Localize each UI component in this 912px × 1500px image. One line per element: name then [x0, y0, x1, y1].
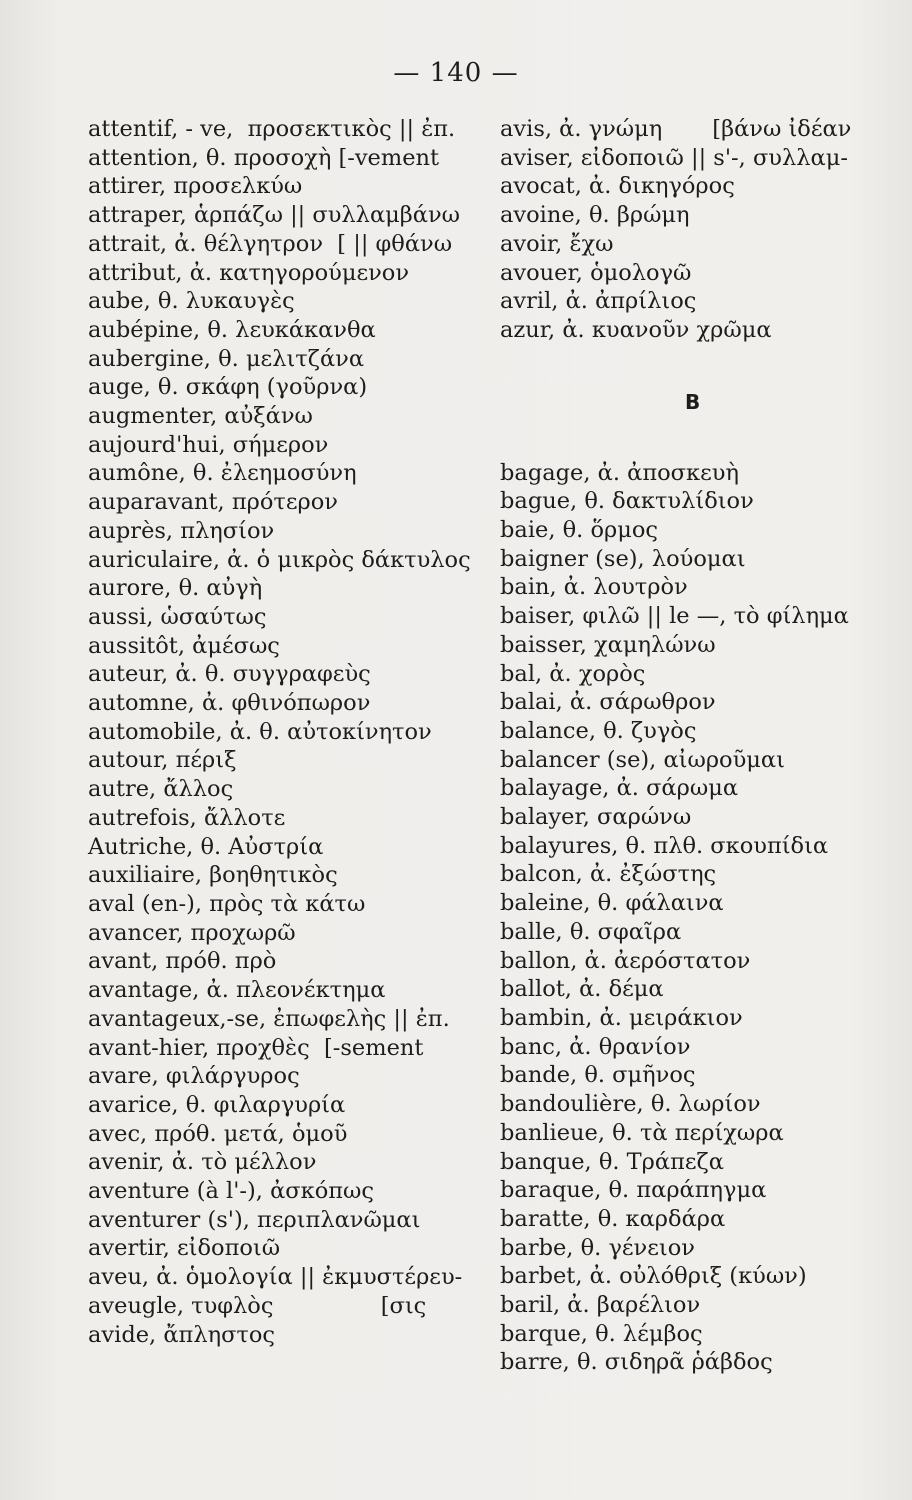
dictionary-entry: [88, 431, 488, 460]
dictionary-entry: [88, 144, 488, 173]
entry-text: avide, ἄπληστος: [88, 1321, 276, 1348]
dictionary-entry: [500, 259, 905, 288]
entry-text: bal, ἀ. χορὸς: [500, 660, 646, 687]
dictionary-entry: [500, 918, 905, 947]
dictionary-entry: [500, 602, 905, 631]
entry-text: avant, πρόθ. πρὸ: [88, 948, 277, 975]
entry-text: autre, ἄλλος: [88, 776, 234, 803]
entry-text: attraper, ἁρπάζω || συλλαμβάνω: [88, 202, 460, 229]
right-column: [500, 115, 905, 1377]
entry-text: aveugle, τυφλὸς [σις: [88, 1292, 427, 1319]
dictionary-entry: [500, 144, 905, 173]
dictionary-entry: [88, 833, 488, 862]
dictionary-entry: [500, 1262, 905, 1291]
dictionary-entry: [88, 1034, 488, 1063]
entry-text: avocat, ἀ. δικηγόρος: [500, 173, 735, 200]
dictionary-entry: [88, 172, 488, 201]
dictionary-entry: [88, 1062, 488, 1091]
entry-text: banc, ἀ. θρανίον: [500, 1033, 691, 1060]
entry-text: balayures, θ. πλθ. σκουπίδια: [500, 832, 829, 859]
dictionary-entry: [500, 975, 905, 1004]
dictionary-entry: [88, 1091, 488, 1120]
dictionary-entry: [500, 860, 905, 889]
dictionary-entry: [500, 201, 905, 230]
entry-text: auge, θ. σκάφη (γοῦρνα): [88, 374, 368, 401]
entry-text: bandoulière, θ. λωρίον: [500, 1091, 761, 1118]
entry-text: balayer, σαρώνω: [500, 804, 692, 831]
entry-text: bagage, ἀ. ἀποσκευὴ: [500, 459, 739, 486]
entry-text: aussi, ὡσαύτως: [88, 603, 267, 630]
entry-text: attribut, ἀ. κατηγορούμενον: [88, 259, 409, 286]
entry-text: ballot, ἀ. δέμα: [500, 976, 664, 1003]
dictionary-entry: [88, 689, 488, 718]
entry-text: bague, θ. δακτυλίδιον: [500, 488, 754, 515]
entry-text: avertir, εἰδοποιῶ: [88, 1235, 281, 1262]
entry-text: augmenter, αὐξάνω: [88, 403, 313, 430]
entry-text: barbet, ἀ. οὐλόθριξ (κύων): [500, 1263, 807, 1290]
dictionary-entry: [500, 832, 905, 861]
dictionary-entry: [500, 1090, 905, 1119]
entry-text: baril, ἀ. βαρέλιον: [500, 1292, 701, 1319]
dictionary-entry: [500, 516, 905, 545]
entry-text: auteur, ἀ. θ. συγγραφεὺς: [88, 661, 371, 688]
entry-text: autour, πέριξ: [88, 747, 237, 774]
dictionary-entry: [88, 402, 488, 431]
entry-text: avantageux,-se, ἐπωφελὴς || ἐπ.: [88, 1005, 450, 1032]
entry-text: avoir, ἔχω: [500, 230, 614, 257]
entry-text: avoine, θ. βρώμη: [500, 202, 690, 229]
entry-text: balai, ἀ. σάρωθρον: [500, 689, 716, 716]
dictionary-entry: [88, 1292, 488, 1321]
dictionary-entry: [500, 115, 905, 144]
entry-text: bambin, ἀ. μειράκιον: [500, 1004, 743, 1031]
entry-text: barbe, θ. γένειον: [500, 1234, 695, 1261]
page-number: — 140 —: [393, 58, 519, 88]
dictionary-entry: [500, 1148, 905, 1177]
entry-text: aventure (à l'-), ἀσκόπως: [88, 1178, 374, 1205]
entry-text: baigner (se), λούομαι: [500, 545, 746, 572]
entry-text: automne, ἀ. φθινόπωρον: [88, 690, 371, 717]
dictionary-entry: [500, 573, 905, 602]
section-letter-b: B: [685, 389, 701, 414]
dictionary-entry: [500, 1234, 905, 1263]
dictionary-entry: [88, 718, 488, 747]
dictionary-entry: [88, 947, 488, 976]
entry-text: auriculaire, ἀ. ὁ μικρὸς δάκτυλος: [88, 546, 471, 573]
entry-text: aviser, εἰδοποιῶ || s'-, συλλαμ-: [500, 144, 848, 171]
entry-text: balcon, ἀ. ἐξώστης: [500, 861, 717, 888]
dictionary-entry: [500, 1004, 905, 1033]
dictionary-entry: [500, 1205, 905, 1234]
entry-text: attrait, ἀ. θέλγητρον [ || φθάνω: [88, 230, 453, 257]
entry-text: avantage, ἀ. πλεονέκτημα: [88, 977, 386, 1004]
dictionary-entry: [88, 316, 488, 345]
dictionary-entry: [88, 919, 488, 948]
dictionary-entry: [88, 1206, 488, 1235]
entry-text: autrefois, ἄλλοτε: [88, 804, 286, 831]
entry-text: banlieue, θ. τὰ περίχωρα: [500, 1119, 784, 1146]
dictionary-entry: [500, 459, 905, 488]
dictionary-entry: [88, 890, 488, 919]
dictionary-entry: [500, 631, 905, 660]
entry-text: aurore, θ. αὐγὴ: [88, 575, 263, 602]
dictionary-entry: [88, 1005, 488, 1034]
entry-text: avril, ἀ. ἀπρίλιος: [500, 288, 697, 315]
dictionary-entry: [88, 115, 488, 144]
dictionary-entry: [88, 373, 488, 402]
dictionary-entry: [500, 774, 905, 803]
dictionary-entry: [500, 230, 905, 259]
entry-text: auxiliaire, βοηθητικὸς: [88, 862, 338, 889]
entry-text: avec, πρόθ. μετά, ὁμοῦ: [88, 1120, 348, 1147]
entry-text: baie, θ. ὅρμος: [500, 517, 659, 544]
dictionary-entry: [88, 1234, 488, 1263]
entry-text: avis, ἀ. γνώμη [βάνω ἰδέαν: [500, 116, 852, 142]
dictionary-entry: [500, 1348, 905, 1377]
right-column-a-entries: [500, 115, 905, 345]
dictionary-entry: [88, 1177, 488, 1206]
entry-text: auparavant, πρότερον: [88, 489, 338, 516]
entry-text: baratte, θ. καρδάρα: [500, 1205, 726, 1232]
dictionary-entry: [88, 775, 488, 804]
entry-text: baiser, φιλῶ || le —, τὸ φίλημα: [500, 603, 849, 630]
dictionary-entry: [500, 660, 905, 689]
dictionary-entry: [500, 746, 905, 775]
entry-text: barre, θ. σιδηρᾶ ῥάβδος: [500, 1349, 773, 1376]
entry-text: avouer, ὁμολογῶ: [500, 259, 692, 286]
dictionary-entry: [500, 545, 905, 574]
entry-text: balayage, ἀ. σάρωμα: [500, 775, 739, 802]
entry-text: balance, θ. ζυγὸς: [500, 717, 697, 744]
entry-text: balle, θ. σφαῖρα: [500, 918, 682, 945]
entry-text: barque, θ. λέμβος: [500, 1320, 703, 1347]
entry-text: Autriche, θ. Αὐστρία: [88, 833, 324, 860]
dictionary-entry: [500, 947, 905, 976]
dictionary-entry: [88, 632, 488, 661]
dictionary-entry: [88, 804, 488, 833]
entry-text: aumône, θ. ἐλεημοσύνη: [88, 460, 357, 487]
dictionary-entry: [500, 717, 905, 746]
dictionary-entry: [88, 1148, 488, 1177]
dictionary-entry: [88, 287, 488, 316]
entry-text: aube, θ. λυκαυγὲς: [88, 288, 295, 315]
dictionary-entry: [88, 1321, 488, 1350]
entry-text: banque, θ. Τράπεζα: [500, 1148, 724, 1175]
dictionary-entry: [500, 487, 905, 516]
entry-text: aval (en-), πρὸς τὰ κάτω: [88, 890, 366, 917]
dictionary-entry: [88, 660, 488, 689]
dictionary-entry: [88, 230, 488, 259]
dictionary-entry: [500, 172, 905, 201]
entry-text: baisser, χαμηλώνω: [500, 631, 716, 658]
dictionary-entry: [500, 287, 905, 316]
entry-text: bande, θ. σμῆνος: [500, 1062, 696, 1089]
entry-text: baraque, θ. παράπηγμα: [500, 1177, 767, 1204]
entry-text: avare, φιλάργυρος: [88, 1063, 300, 1090]
dictionary-entry: [88, 1263, 488, 1292]
dictionary-entry: [500, 1291, 905, 1320]
dictionary-entry: [88, 345, 488, 374]
entry-text: aubergine, θ. μελιτζάνα: [88, 345, 365, 372]
right-column-b-entries: [500, 459, 905, 1378]
dictionary-entry: [88, 574, 488, 603]
dictionary-entry: [88, 201, 488, 230]
left-column: [88, 115, 488, 1349]
dictionary-entry: [88, 459, 488, 488]
entry-text: bain, ἀ. λουτρὸν: [500, 574, 688, 601]
dictionary-entry: [500, 1061, 905, 1090]
entry-text: attentif, - ve, προσεκτικὸς || ἐπ.: [88, 116, 456, 142]
dictionary-entry: [500, 1176, 905, 1205]
dictionary-entry: [500, 803, 905, 832]
entry-text: azur, ἀ. κυανοῦν χρῶμα: [500, 316, 772, 343]
dictionary-entry: [500, 1033, 905, 1062]
entry-text: baleine, θ. φάλαινα: [500, 890, 724, 917]
dictionary-entry: [88, 746, 488, 775]
entry-text: automobile, ἀ. θ. αὐτοκίνητον: [88, 718, 432, 745]
dictionary-entry: [500, 688, 905, 717]
dictionary-entry: [88, 517, 488, 546]
dictionary-entry: [500, 1119, 905, 1148]
entry-text: aujourd'hui, σήμερον: [88, 431, 329, 458]
entry-text: aubépine, θ. λευκάκανθα: [88, 316, 376, 343]
entry-text: aussitôt, ἀμέσως: [88, 632, 280, 659]
dictionary-entry: [88, 259, 488, 288]
entry-text: avarice, θ. φιλαργυρία: [88, 1091, 346, 1118]
entry-text: auprès, πλησίον: [88, 517, 275, 544]
entry-text: balancer (se), αἰωροῦμαι: [500, 746, 785, 773]
entry-text: attention, θ. προσοχὴ [-vement: [88, 144, 440, 171]
entry-text: ballon, ἀ. ἀερόστατον: [500, 947, 751, 974]
entry-text: attirer, προσελκύω: [88, 173, 303, 200]
dictionary-entry: [500, 1320, 905, 1349]
entry-text: avenir, ἀ. τὸ μέλλον: [88, 1149, 317, 1176]
dictionary-entry: [88, 603, 488, 632]
dictionary-entry: [88, 488, 488, 517]
dictionary-entry: [88, 546, 488, 575]
entry-text: avant-hier, προχθὲς [-sement: [88, 1034, 424, 1061]
dictionary-entry: [500, 316, 905, 345]
dictionary-entry: [88, 1120, 488, 1149]
entry-text: aveu, ἀ. ὁμολογία || ἐκμυστέρευ-: [88, 1264, 463, 1291]
entry-text: avancer, προχωρῶ: [88, 919, 296, 946]
entry-text: aventurer (s'), περιπλανῶμαι: [88, 1206, 421, 1233]
dictionary-entry: [500, 889, 905, 918]
dictionary-entry: [88, 976, 488, 1005]
dictionary-entry: [88, 861, 488, 890]
